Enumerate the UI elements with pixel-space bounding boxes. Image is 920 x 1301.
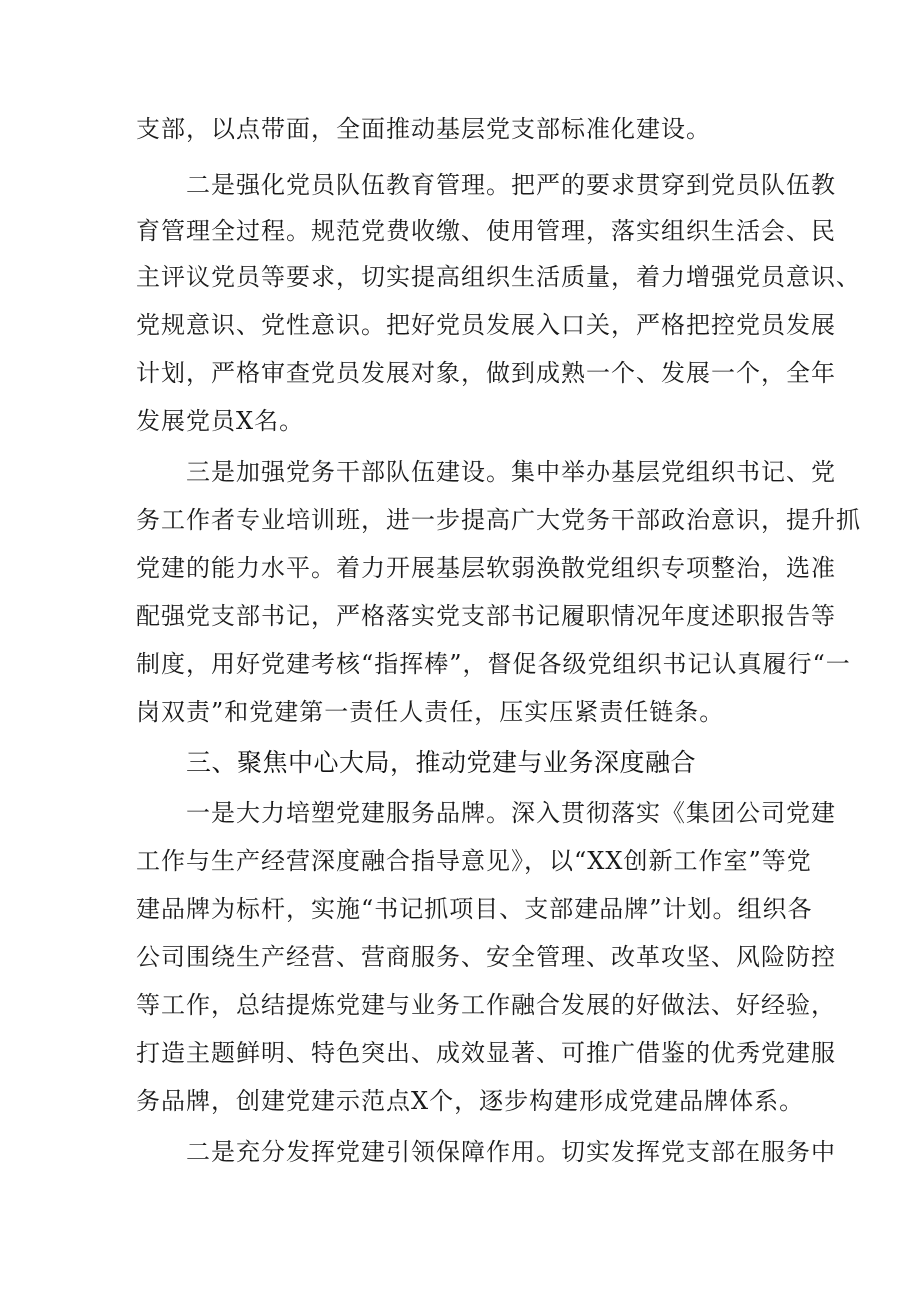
- paragraph-line: 支部，以点带面，全面推动基层党支部标准化建设。: [136, 115, 711, 143]
- paragraph-line: 二是强化党员队伍教育管理。把严的要求贯穿到党员队伍教: [186, 171, 836, 199]
- paragraph-line: 育管理全过程。规范党费收缴、使用管理，落实组织生活会、民: [136, 217, 836, 245]
- paragraph-line: 岗双责”和党建第一责任人责任，压实压紧责任链条。: [136, 698, 725, 726]
- section-heading: 三、聚焦中心大局，推动党建与业务深度融合: [186, 748, 697, 777]
- paragraph-line: 计划，严格审查党员发展对象，做到成熟一个、发展一个，全年: [136, 359, 836, 387]
- paragraph-line: 三是加强党务干部队伍建设。集中举办基层党组织书记、党: [186, 458, 836, 486]
- paragraph-line: 党规意识、党性意识。把好党员发展入口关，严格把控党员发展: [136, 311, 836, 339]
- paragraph-line: 一是大力培塑党建服务品牌。深入贯彻落实《集团公司党建: [186, 799, 836, 827]
- paragraph-line: 公司围绕生产经营、营商服务、安全管理、改革攻坚、风险防控: [136, 943, 836, 971]
- paragraph-line: 务工作者专业培训班，进一步提高广大党务干部政治意识，提升抓: [136, 506, 861, 534]
- paragraph-line: 主评议党员等要求，切实提高组织生活质量，着力增强党员意识、: [136, 263, 861, 291]
- paragraph-line: 配强党支部书记，严格落实党支部书记履职情况年度述职报告等: [136, 602, 836, 630]
- paragraph-line: 发展党员X名。: [136, 407, 305, 435]
- paragraph-line: 工作与生产经营深度融合指导意见》，以“XX创新工作室”等党: [136, 847, 812, 875]
- paragraph-line: 等工作，总结提炼党建与业务工作融合发展的好做法、好经验，: [136, 991, 836, 1019]
- paragraph-line: 党建的能力水平。着力开展基层软弱涣散党组织专项整治，选准: [136, 554, 836, 582]
- paragraph-line: 打造主题鲜明、特色突出、成效显著、可推广借鉴的优秀党建服: [136, 1039, 836, 1067]
- paragraph-line: 务品牌，创建党建示范点X个，逐步构建形成党建品牌体系。: [136, 1087, 805, 1115]
- paragraph-line: 建品牌为标杆，实施“书记抓项目、支部建品牌”计划。组织各: [136, 895, 813, 923]
- paragraph-line: 制度，用好党建考核“指挥棒”，督促各级党组织书记认真履行“一: [136, 650, 851, 678]
- paragraph-line: 二是充分发挥党建引领保障作用。切实发挥党支部在服务中: [186, 1138, 836, 1166]
